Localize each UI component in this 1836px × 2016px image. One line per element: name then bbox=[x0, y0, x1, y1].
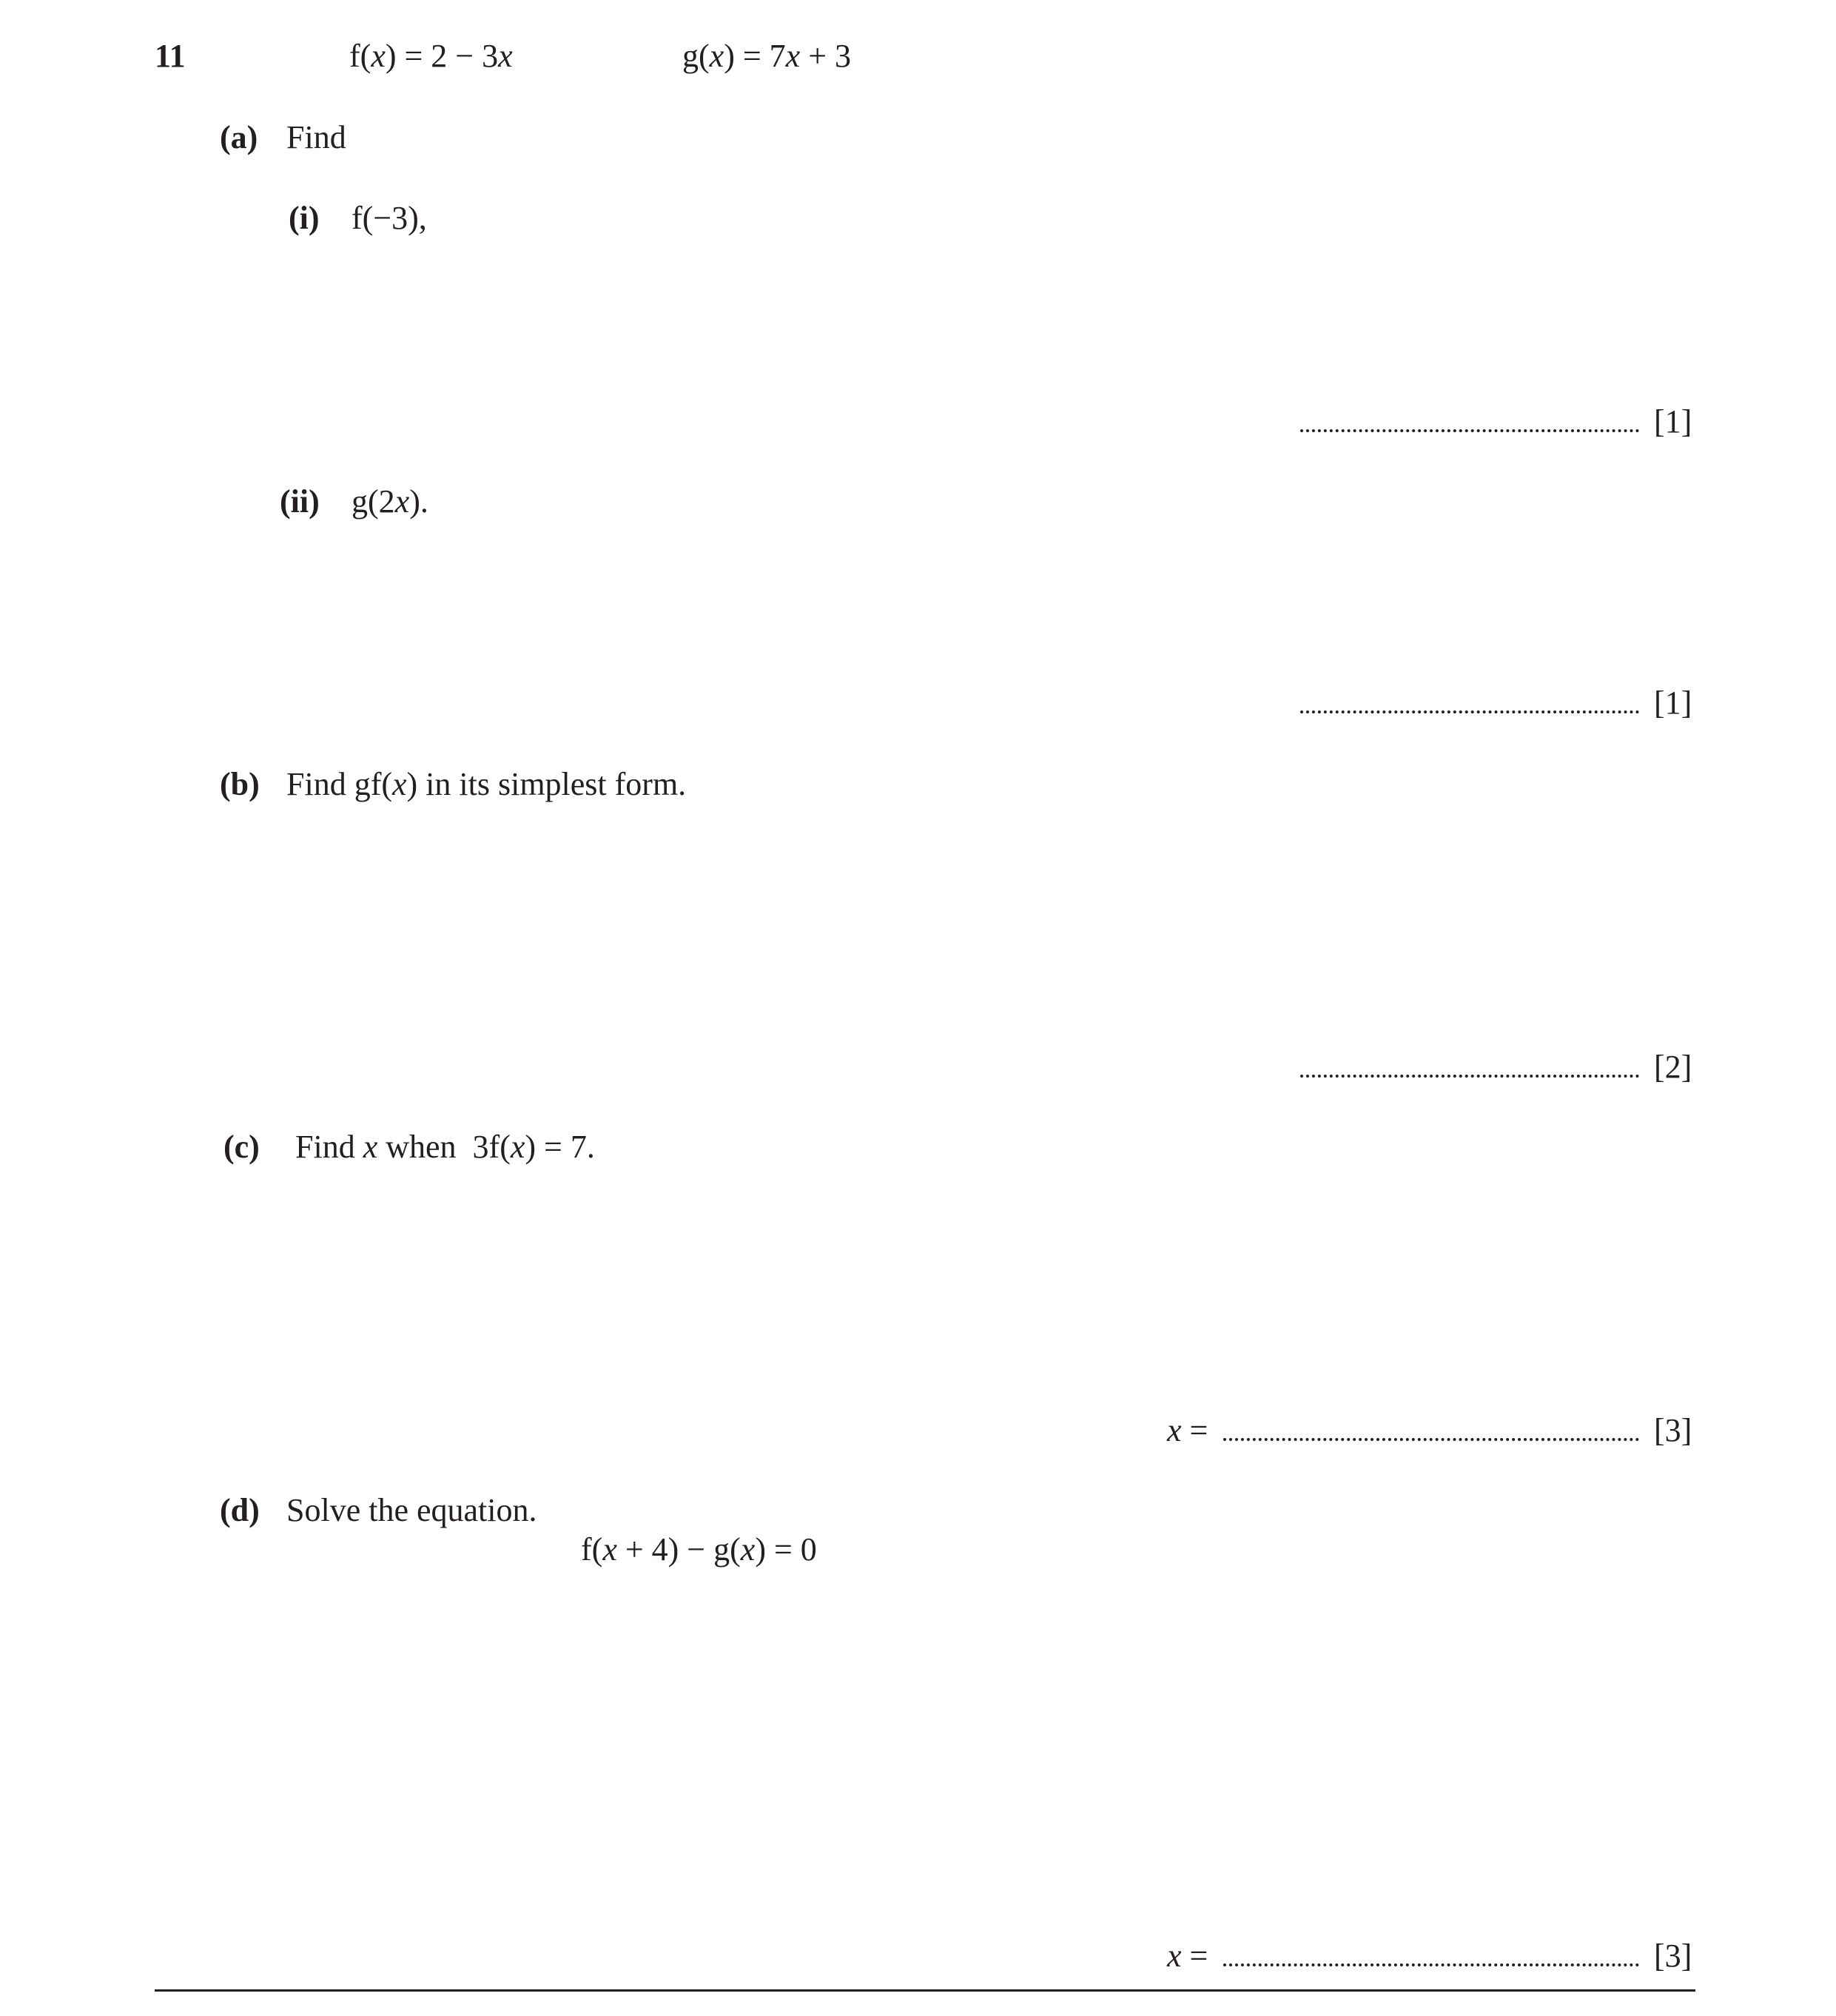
g-definition bbox=[682, 40, 851, 73]
part-a-text: Find bbox=[286, 119, 346, 155]
a-ii-suffix: ). bbox=[409, 483, 428, 520]
answer-line-a-ii[interactable] bbox=[1300, 687, 1639, 719]
f-definition bbox=[349, 40, 513, 73]
c-answer-var: x bbox=[1167, 1412, 1182, 1448]
question-number: 11 bbox=[155, 38, 186, 74]
part-d-label: (d) bbox=[220, 1492, 260, 1528]
f-def-var2: x bbox=[498, 38, 513, 74]
d-eq-var2: x bbox=[740, 1531, 756, 1568]
c-var2: x bbox=[510, 1129, 525, 1165]
part-b-label: (b) bbox=[220, 766, 260, 802]
answer-dots bbox=[1300, 429, 1639, 432]
marks-b: [2] bbox=[1654, 1049, 1692, 1085]
d-eq-p3: ) = 0 bbox=[755, 1531, 817, 1568]
answer-line-b[interactable] bbox=[1300, 1051, 1639, 1083]
answer-prefix-d bbox=[1167, 1940, 1208, 1972]
part-a-i-text: f(−3), bbox=[352, 200, 427, 236]
answer-line-d[interactable] bbox=[1223, 1940, 1639, 1972]
g-def-var: x bbox=[709, 38, 724, 74]
part-d-text: Solve the equation. bbox=[286, 1492, 537, 1528]
answer-line-c[interactable] bbox=[1223, 1414, 1639, 1447]
b-var: x bbox=[392, 766, 407, 802]
part-c-text bbox=[295, 1131, 595, 1163]
b-prefix: Find gf( bbox=[286, 766, 392, 802]
marks-a-i: [1] bbox=[1654, 403, 1692, 440]
c-var: x bbox=[363, 1129, 378, 1165]
d-eq-p2: + 4) − g( bbox=[616, 1531, 741, 1568]
answer-dots bbox=[1223, 1438, 1639, 1441]
c-prefix: Find bbox=[295, 1129, 363, 1165]
d-eq-p1: f( bbox=[581, 1531, 603, 1568]
d-answer-eq: = bbox=[1181, 1938, 1208, 1974]
g-def-suffix: + 3 bbox=[800, 38, 852, 74]
f-def-prefix: f( bbox=[349, 38, 371, 74]
answer-line-a-i[interactable] bbox=[1300, 406, 1639, 438]
g-def-mid: ) = 7 bbox=[724, 38, 786, 74]
a-ii-prefix: g(2 bbox=[352, 483, 395, 520]
part-c-label: (c) bbox=[223, 1129, 260, 1165]
d-answer-var: x bbox=[1167, 1938, 1182, 1974]
a-ii-var: x bbox=[394, 483, 410, 520]
marks-a-ii: [1] bbox=[1654, 685, 1692, 721]
g-def-var2: x bbox=[785, 38, 801, 74]
marks-d: [3] bbox=[1654, 1938, 1692, 1974]
d-eq-var1: x bbox=[602, 1531, 617, 1568]
f-def-mid: ) = 2 − 3 bbox=[385, 38, 499, 74]
answer-dots bbox=[1300, 1075, 1639, 1078]
f-def-var: x bbox=[371, 38, 386, 74]
part-b-text bbox=[286, 768, 686, 801]
b-suffix: ) in its simplest form. bbox=[406, 766, 687, 802]
answer-dots bbox=[1300, 710, 1639, 713]
marks-c: [3] bbox=[1654, 1412, 1692, 1448]
bottom-rule bbox=[155, 1989, 1695, 1992]
c-answer-eq: = bbox=[1181, 1412, 1208, 1448]
part-a-label: (a) bbox=[220, 119, 258, 155]
g-def-prefix: g( bbox=[682, 38, 710, 74]
part-a-ii-text bbox=[352, 485, 428, 518]
answer-dots bbox=[1223, 1963, 1639, 1966]
c-suffix: ) = 7. bbox=[525, 1129, 595, 1165]
c-mid: when 3f( bbox=[377, 1129, 511, 1165]
part-a-i-label: (i) bbox=[289, 200, 320, 236]
part-a-ii-label: (ii) bbox=[280, 483, 320, 520]
answer-prefix-c bbox=[1167, 1414, 1208, 1447]
part-d-equation bbox=[581, 1533, 817, 1566]
